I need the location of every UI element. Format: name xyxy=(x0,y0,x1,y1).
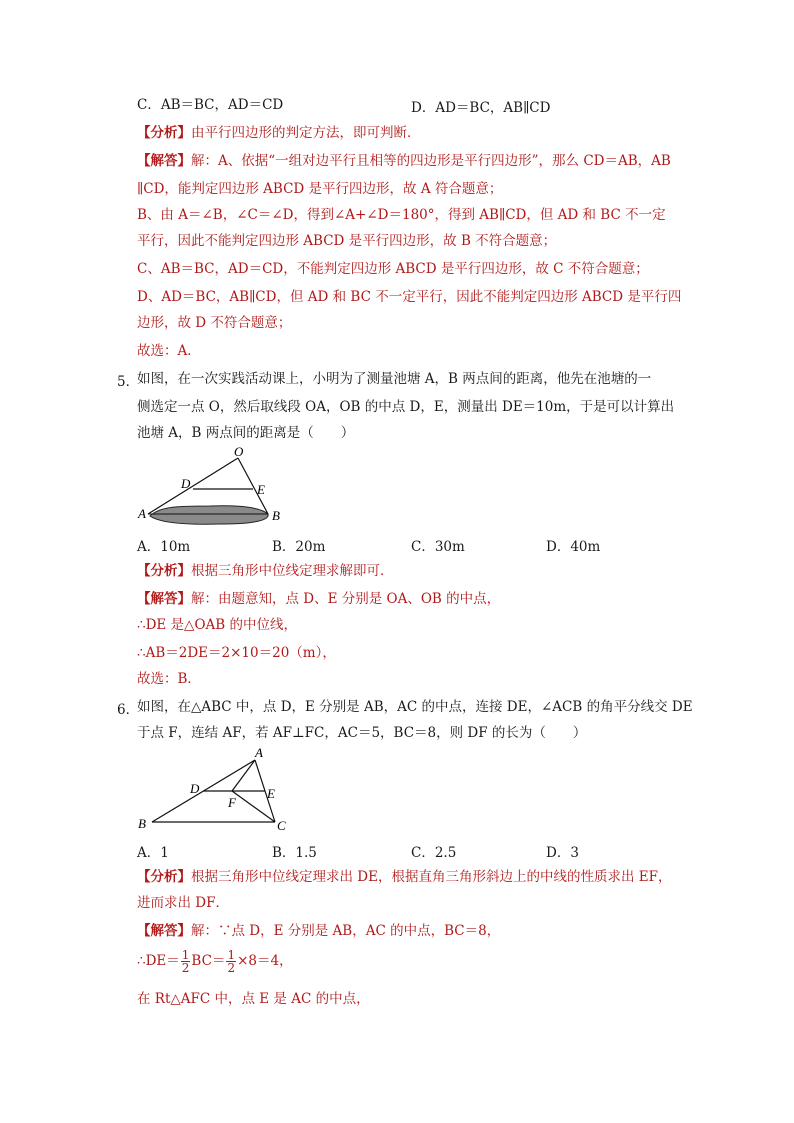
q6-option-a: A．1 xyxy=(137,845,169,861)
fraction-half-2 xyxy=(226,949,236,974)
analysis-tag: 【分析】 xyxy=(137,869,191,885)
label-o: O xyxy=(234,446,244,459)
q5-answer-line-1 xyxy=(137,590,500,608)
q5-option-b: B．20m xyxy=(272,539,326,555)
question-5-stem-2: 侧选定一点 O，然后取线段 OA，OB 的中点 D，E，测量出 DE＝10m，于是可以计算出 xyxy=(137,399,675,415)
question-6-number: 6． xyxy=(117,702,140,718)
q6-answer-line-1 xyxy=(137,922,500,940)
option-d-prev: D．AD＝BC，AB∥CD xyxy=(411,100,551,116)
label-d: D xyxy=(190,781,200,796)
answer-prev-line-5: C、AB＝BC，AD＝CD，不能判定四边形 ABCD 是平行四边形，故 C 不符合题意； xyxy=(137,261,649,277)
fraction-half xyxy=(181,949,191,974)
q5-option-d: D．40m xyxy=(546,539,601,555)
answer-prefix: ∴DE＝ xyxy=(137,953,180,969)
q5-answer-line-4: 故选：B． xyxy=(137,671,201,687)
pond-figure xyxy=(130,446,290,530)
answer-prev-line-4: 平行，因此不能判定四边形 ABCD 是平行四边形，故 B 不符合题意； xyxy=(137,233,557,249)
answer-prev-line-6: D、AD＝BC，AB∥CD，但 AD 和 BC 不一定平行，因此不能判定四边形 ABCD 是平行四 xyxy=(137,289,682,305)
question-5-stem-1: 如图，在一次实践活动课上，小明为了测量池塘 A，B 两点间的距离，他先在池塘的一 xyxy=(137,371,652,387)
question-6-stem-2: 于点 F，连结 AF，若 AF⊥FC，AC＝5，BC＝8，则 DF 的长为（ ） xyxy=(137,725,587,741)
answer-tag: 【解答】 xyxy=(137,153,191,169)
label-c: C xyxy=(277,818,286,833)
q5-option-c: C．30m xyxy=(411,539,465,555)
q6-answer-line-2 xyxy=(137,946,293,976)
answer-prev-line-7: 边形，故 D 不符合题意； xyxy=(137,315,292,331)
analysis-tag: 【分析】 xyxy=(137,563,191,579)
fraction-numerator: 1 xyxy=(227,948,236,962)
analysis-text: 由平行四边形的判定方法，即可判断． xyxy=(191,125,421,141)
pond-shape xyxy=(150,506,268,524)
question-6-stem-1: 如图，在△ABC 中，点 D，E 分别是 AB，AC 的中点，连接 DE，∠ACB 的角平分线交 DE xyxy=(137,699,693,715)
answer-tag: 【解答】 xyxy=(137,591,191,607)
analysis-text: 根据三角形中位线定理求出 DE，根据直角三角形斜边上的中线的性质求出 EF， xyxy=(191,869,672,885)
label-a: A xyxy=(255,746,263,760)
q5-option-a: A．10m xyxy=(137,539,191,555)
q6-option-d: D．3 xyxy=(546,845,579,861)
answer-mid: BC＝ xyxy=(191,953,226,969)
q5-answer-line-3: ∴AB＝2DE＝2×10＝20（m）， xyxy=(137,645,336,661)
answer-text: 解：∵点 D，E 分别是 AB，AC 的中点，BC＝8， xyxy=(191,923,501,939)
answer-text: 解：A、依据“一组对边平行且相等的四边形是平行四边形”，那么 CD＝AB，AB xyxy=(191,153,671,169)
q5-answer-line-2: ∴DE 是△OAB 的中位线， xyxy=(137,617,297,633)
q6-answer-line-3: 在 Rt△AFC 中，点 E 是 AC 的中点， xyxy=(137,991,370,1007)
fraction-denominator: 2 xyxy=(181,961,190,975)
answer-prev-line-3: B、由 A＝∠B，∠C＝∠D，得到∠A+∠D＝180°，得到 AB∥CD，但 AD 和 BC 不一定 xyxy=(137,207,666,223)
segment-af xyxy=(232,760,255,791)
analysis-tag: 【分析】 xyxy=(137,125,191,141)
answer-tag: 【解答】 xyxy=(137,923,191,939)
analysis-prev xyxy=(137,124,421,142)
answer-prev-line-1 xyxy=(137,152,671,170)
label-b: B xyxy=(138,816,146,831)
label-d: D xyxy=(181,476,191,491)
fraction-numerator: 1 xyxy=(181,948,190,962)
label-e: E xyxy=(257,482,265,497)
q6-analysis-line-2: 进而求出 DF． xyxy=(137,895,229,911)
option-c-prev: C．AB＝BC，AD＝CD xyxy=(137,97,284,113)
answer-post: ×8＝4， xyxy=(237,953,293,969)
analysis-text: 根据三角形中位线定理求解即可． xyxy=(191,563,394,579)
answer-prev-line-8: 故选：A． xyxy=(137,343,201,359)
triangle-figure xyxy=(132,746,297,836)
label-b: B xyxy=(272,508,280,523)
question-5-stem-3: 池塘 A，B 两点间的距离是（ ） xyxy=(137,425,355,441)
answer-text: 解：由题意知，点 D、E 分别是 OA、OB 的中点， xyxy=(191,591,501,607)
question-5-number: 5． xyxy=(117,374,140,390)
label-a: A xyxy=(138,506,146,521)
label-f: F xyxy=(228,795,236,810)
q5-analysis xyxy=(137,562,394,580)
q6-option-b: B．1.5 xyxy=(272,845,317,861)
q6-analysis-line-1 xyxy=(137,868,671,886)
answer-prev-line-2: ∥CD，能判定四边形 ABCD 是平行四边形，故 A 符合题意； xyxy=(137,181,503,197)
q6-option-c: C．2.5 xyxy=(411,845,457,861)
label-e: E xyxy=(267,786,275,801)
fraction-denominator: 2 xyxy=(227,961,236,975)
